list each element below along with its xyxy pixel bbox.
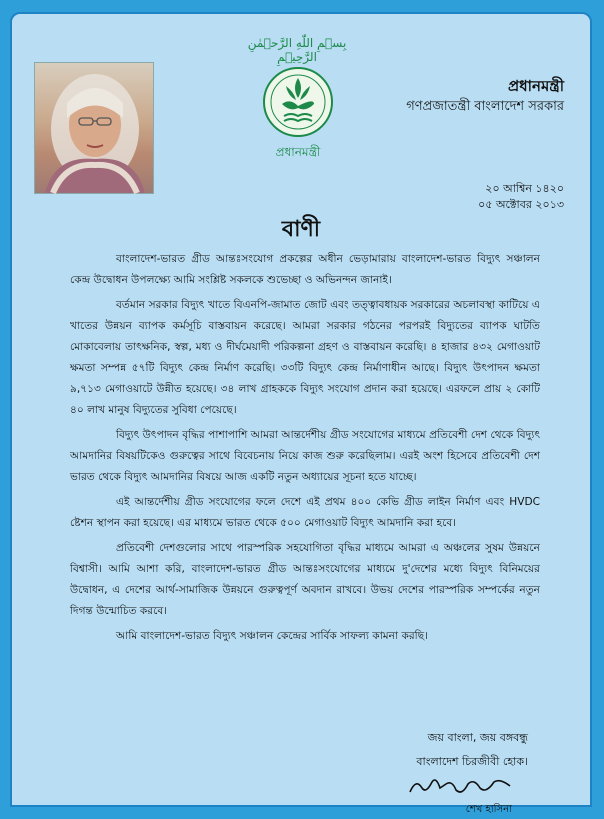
closing-block [416, 726, 528, 774]
office-title: প্রধানমন্ত্রী [508, 77, 564, 95]
closing-slogan: জয় বাংলা, জয় বঙ্গবন্ধু [427, 731, 528, 744]
message-paragraph: বর্তমান সরকার বিদ্যুৎ খাতে বিএনপি-জামাত জোট এবং তত্ত্বাবধায়ক সরকারের অচলাবস্থা কাটিয়ে এ খাতের উন্নয়ন ব্যাপক কর্মসূচি বাস্তবায়ন করেছে। আমরা সরকার গঠনের পরপরই বিদ্যুতের ব্যাপক ঘাটতি মোকাবেলায় তাৎক্ষনিক, স্বল্প, মধ্য ও দীর্ঘমেয়াদী পরিকল্পনা গ্রহণ ও বাস্তবায়ন করেছি। ৪ হাজার ৪৩২ মেগাওয়াট ক্ষমতা সম্পন্ন ৫৭টি বিদ্যুৎ কেন্দ্র নির্মাণ করেছি। ৩৩টি বিদ্যুৎ কেন্দ্র নির্মাণাধীন আছে। বিদ্যুৎ উৎপাদন ক্ষমতা ৯,৭১৩ মেগাওয়াটে উন্নীত হয়েছে। ৩৪ লাখ গ্রাহককে বিদ্যুৎ সংযোগ প্রদান করা হয়েছে। এরফলে প্রায় ২ কোটি ৪০ লাখ মানুষ বিদ্যুতের সুবিধা পেয়েছে। [70, 299, 540, 416]
office-subtitle: গণপ্রজাতন্ত্রী বাংলাদেশ সরকার [406, 99, 564, 114]
signatory-name: শেখ হাসিনা [465, 804, 512, 815]
message-body [70, 249, 540, 651]
emblem-caption: প্রধানমন্ত্রী [275, 145, 321, 159]
message-paragraph: আমি বাংলাদেশ-ভারত বিদ্যুৎ সঞ্চালন কেন্দ্রের সার্বিক সাফল্য কামনা করছি। [116, 630, 428, 642]
message-sheet [10, 12, 592, 815]
date-gregorian: ০৫ অক্টোবর ২০১৩ [478, 198, 564, 211]
message-paragraph: বাংলাদেশ-ভারত গ্রীড আন্তঃসংযোগ প্রকল্পের অধীন ভেড়ামারায় বাংলাদেশ-ভারত বিদ্যুৎ সঞ্চালন কেন্দ্র উদ্বোধন উপলক্ষ্যে আমি সংশ্লিষ্ট সকলকে শুভেচ্ছা ও অভিনন্দন জানাই। [70, 253, 540, 286]
date-bangla: ২০ আশ্বিন ১৪২০ [485, 182, 564, 195]
message-paragraph: বিদ্যুৎ উৎপাদন বৃদ্ধির পাশাপাশি আমরা আন্তর্দেশীয় গ্রীড সংযোগের মাধ্যমে প্রতিবেশী দেশ থেকে বিদ্যুৎ আমদানির বিষয়টিকেও গুরুত্বের সাথে বিবেচনায় নিয়ে কাজ শুরু করেছিলাম। এরই অংশ হিসেবে প্রতিবেশী দেশ ভারত থেকে বিদ্যুৎ আমদানির বিষয়ে আজ একটি নতুন অধ্যায়ের সূচনা হতে যাচ্ছে। [70, 429, 540, 483]
portrait-photo [34, 62, 154, 194]
message-title: বাণী [281, 217, 321, 242]
prime-minister-emblem [260, 64, 336, 164]
office-block [406, 76, 564, 118]
handwritten-signature [406, 774, 516, 798]
bismillah-calligraphy: بِسۡمِ اللّٰهِ الرَّحۡمٰنِ الرَّحِیۡمِ [247, 36, 347, 64]
government-seal-icon [260, 64, 336, 164]
message-paragraph: প্রতিবেশী দেশগুলোর সাথে পারস্পরিক সহযোগিতা বৃদ্ধির মাধ্যমে আমরা এ অঞ্চলের সুষম উন্নয়নে বিশ্বাসী। আমি আশা করি, বাংলাদেশ-ভারত গ্রীড আন্তঃসংযোগের মাধ্যমে দু'দেশের মধ্যে বিদ্যুৎ বিনিময়ের উদ্বোধন, এ দেশের আর্থ-সামাজিক উন্নয়নে গুরুত্বপূর্ণ অবদান রাখবে। উভয় দেশের পারস্পরিক সম্পর্কের নতুন দিগন্ত উন্মোচিত করবে। [70, 542, 540, 617]
portrait-illustration [35, 63, 153, 193]
closing-wish: বাংলাদেশ চিরজীবী হোক। [416, 755, 528, 768]
message-paragraph: এই আন্তর্দেশীয় গ্রীড সংযোগের ফলে দেশে এই প্রথম ৪০০ কেভি গ্রীড লাইন নির্মাণ এবং HVDC ষ্টেশন স্থাপন করা হয়েছে। এর মাধ্যমে ভারত থেকে ৫০০ মেগাওয়াট বিদ্যুৎ আমদানি করা হবে। [70, 496, 540, 529]
date-block [478, 181, 564, 213]
